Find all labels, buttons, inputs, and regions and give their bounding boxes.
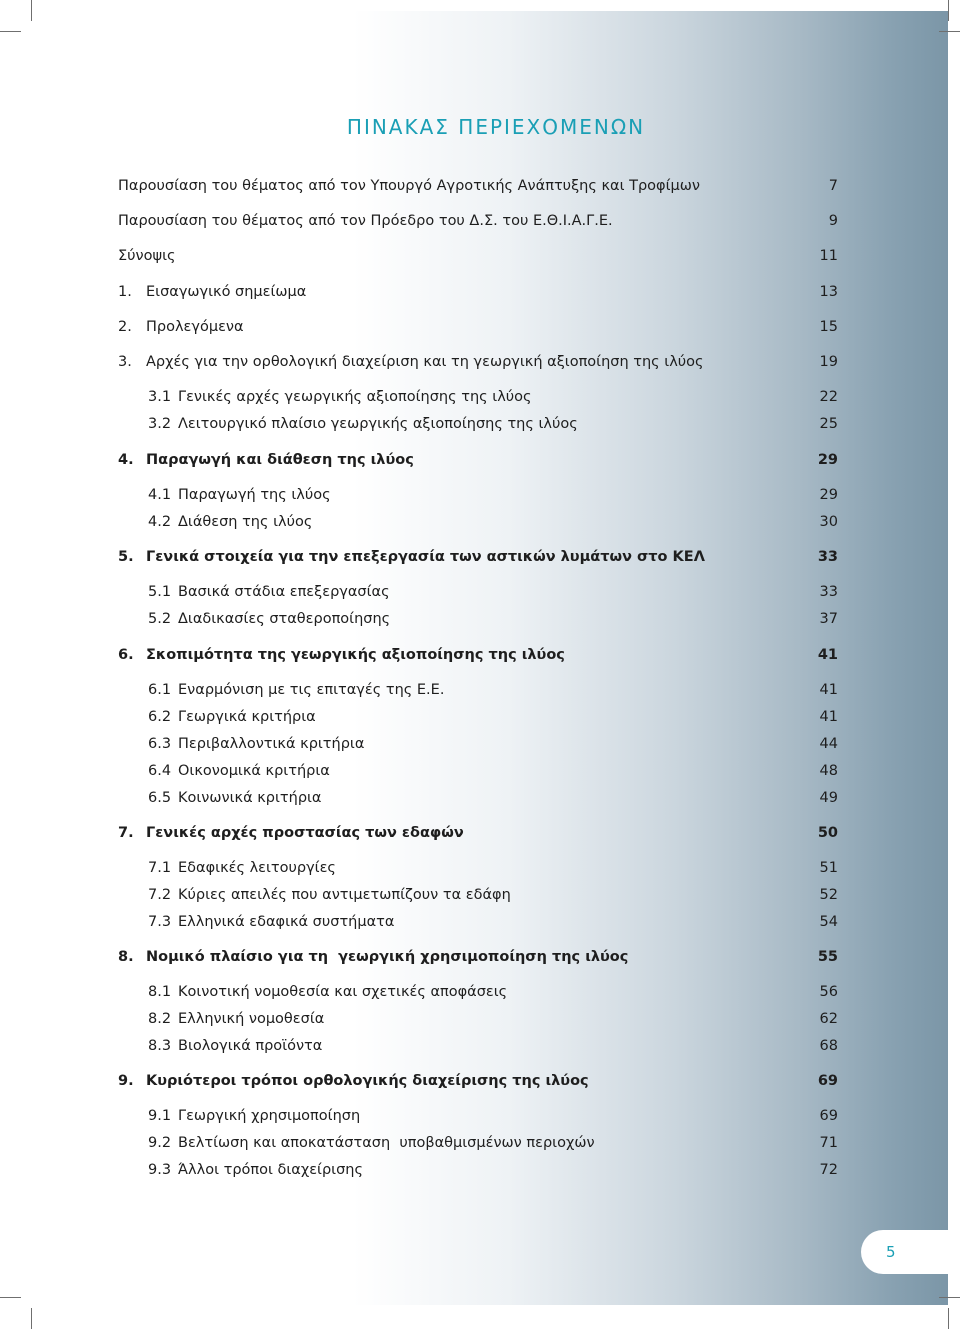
- toc-entry-text: [118, 176, 700, 196]
- toc-entry-page: 11: [819, 248, 838, 264]
- toc-entry-number: 9.2: [148, 1135, 172, 1151]
- toc-entry-label: Εναρμόνιση με τις επιταγές της Ε.Ε.: [178, 682, 445, 698]
- toc-entry-text: [148, 734, 364, 754]
- toc-entry-page: 29: [817, 452, 838, 468]
- toc-entry-text: [118, 282, 306, 302]
- toc-entry-text: [118, 645, 565, 665]
- toc-entry-number: 3.1: [148, 389, 172, 405]
- toc-entry: [118, 1009, 838, 1029]
- toc-entry: [118, 1106, 838, 1126]
- toc-entry: [118, 858, 838, 878]
- toc-entry-page: 55: [817, 949, 838, 965]
- toc-entry-text: [148, 485, 331, 505]
- toc-entry-page: 37: [819, 611, 838, 627]
- toc-entry-number: 6.: [118, 647, 134, 663]
- toc-entry: [118, 912, 838, 932]
- page-number: 5: [886, 1243, 896, 1261]
- toc-entry-text: [148, 885, 511, 905]
- toc-entry-text: [118, 317, 244, 337]
- toc-entry: [118, 885, 838, 905]
- toc-entry-text: [118, 211, 613, 231]
- toc-entry-number: 9.1: [148, 1108, 172, 1124]
- toc-entry-page: 52: [819, 887, 838, 903]
- toc-entry-label: Βελτίωση και αποκατάσταση υποβαθμισμένων περιοχών: [178, 1135, 595, 1151]
- toc-entry-page: 9: [828, 213, 838, 229]
- toc-entry-number: 4.2: [148, 514, 172, 530]
- toc-entry-text: [148, 1009, 324, 1029]
- crop-mark-top-left-v: [31, 0, 32, 21]
- toc-entry-text: [118, 547, 705, 567]
- toc-entry-page: 33: [819, 584, 838, 600]
- toc-entry: [118, 317, 838, 337]
- toc-entry-number: 5.2: [148, 611, 172, 627]
- toc-entry-number: 9.3: [148, 1162, 172, 1178]
- toc-entry: [118, 1160, 838, 1180]
- toc-entry: [118, 512, 838, 532]
- toc-entry-page: 41: [819, 682, 838, 698]
- page-title: ΠΙΝΑΚΑΣ ΠΕΡΙΕΧΟΜΕΝΩΝ: [346, 115, 646, 139]
- toc-entry: [118, 282, 838, 302]
- toc-entry-text: [148, 680, 444, 700]
- toc-entry: [118, 211, 838, 231]
- toc-entry-page: 68: [819, 1038, 838, 1054]
- toc-entry: [118, 1133, 838, 1153]
- toc-entry-number: 8.2: [148, 1011, 172, 1027]
- toc-entry-label: Βασικά στάδια επεξεργασίας: [178, 584, 390, 600]
- toc-entry-text: [148, 1106, 360, 1126]
- crop-mark-top-right-h: [939, 31, 960, 32]
- toc-entry-page: 72: [819, 1162, 838, 1178]
- toc-entry-number: 3.: [118, 354, 132, 370]
- toc-entry: [118, 788, 838, 808]
- toc-entry-text: [118, 947, 628, 967]
- toc-entry-label: Ελληνική νομοθεσία: [178, 1011, 325, 1027]
- toc-entry-label: Κοινωνικά κριτήρια: [178, 790, 322, 806]
- crop-mark-bottom-left-h: [0, 1297, 21, 1298]
- toc-entry-page: 71: [819, 1135, 838, 1151]
- crop-mark-bottom-left-v: [31, 1308, 32, 1329]
- toc-entry: [118, 387, 838, 407]
- toc-entry-page: 29: [819, 487, 838, 503]
- toc-entry-number: 7.1: [148, 860, 172, 876]
- toc-entry-page: 13: [819, 284, 838, 300]
- toc-entry-text: [148, 707, 316, 727]
- toc-entry-number: 8.: [118, 949, 134, 965]
- toc-entry-label: Παραγωγή και διάθεση της ιλύος: [146, 452, 414, 468]
- toc-entry-page: 69: [817, 1073, 838, 1089]
- toc-entry: [118, 707, 838, 727]
- toc-entry-number: 7.: [118, 825, 134, 841]
- toc-entry-text: [148, 761, 330, 781]
- toc-entry: [118, 761, 838, 781]
- toc-entry-page: 50: [817, 825, 838, 841]
- toc-entry-text: [118, 823, 464, 843]
- toc-entry-label: Αρχές για την ορθολογική διαχείριση και τη γεωργική αξιοποίηση της ιλύος: [146, 354, 704, 370]
- toc-entry: [118, 645, 838, 665]
- toc-entry-number: 7.2: [148, 887, 172, 903]
- toc-entry-label: Βιολογικά προϊόντα: [178, 1038, 323, 1054]
- toc-entry-text: [118, 352, 704, 372]
- toc-entry-text: [148, 982, 507, 1002]
- toc-entry-text: [118, 246, 176, 266]
- toc-entry-number: 4.1: [148, 487, 172, 503]
- toc-entry-label: Προλεγόμενα: [146, 319, 244, 335]
- toc-entry-page: 33: [817, 549, 838, 565]
- toc-entry-number: 9.: [118, 1073, 134, 1089]
- toc-entry-label: Γεωργικά κριτήρια: [178, 709, 316, 725]
- toc-entry-label: Περιβαλλοντικά κριτήρια: [178, 736, 365, 752]
- toc-entry-label: Διαδικασίες σταθεροποίησης: [178, 611, 391, 627]
- toc-entry: [118, 680, 838, 700]
- toc-entry: [118, 947, 838, 967]
- toc-entry-number: 6.4: [148, 763, 172, 779]
- toc-entry-label: Γενικές αρχές προστασίας των εδαφών: [146, 825, 464, 841]
- toc-entry-text: [148, 512, 312, 532]
- toc-entry-label: Σύνοψις: [118, 248, 176, 264]
- toc-entry-text: [148, 1036, 322, 1056]
- toc-entry: [118, 352, 838, 372]
- toc-entry-label: Παρουσίαση του θέματος από τον Πρόεδρο του Δ.Σ. του Ε.Θ.Ι.Α.Γ.Ε.: [118, 213, 613, 229]
- toc-entry-label: Άλλοι τρόποι διαχείρισης: [178, 1162, 363, 1178]
- toc-entry-text: [118, 450, 414, 470]
- toc-entry-number: 3.2: [148, 416, 172, 432]
- toc-entry-page: 41: [817, 647, 838, 663]
- toc-entry-number: 1.: [118, 284, 132, 300]
- toc-entry: [118, 1071, 838, 1091]
- toc-entry-number: 6.3: [148, 736, 172, 752]
- toc-entry-page: 41: [819, 709, 838, 725]
- toc-entry: [118, 982, 838, 1002]
- toc-entry-number: 6.1: [148, 682, 172, 698]
- toc-entry: [118, 609, 838, 629]
- toc-entry-page: 7: [828, 178, 838, 194]
- toc-entry-number: 5.1: [148, 584, 172, 600]
- toc-entry-label: Εδαφικές λειτουργίες: [178, 860, 336, 876]
- toc-entry-text: [148, 387, 532, 407]
- toc-entry-label: Παρουσίαση του θέματος από τον Υπουργό Αγροτικής Ανάπτυξης και Τροφίμων: [118, 178, 700, 194]
- toc-entry-text: [148, 582, 390, 602]
- toc-entry-page: 48: [819, 763, 838, 779]
- toc-entry-label: Κύριες απειλές που αντιμετωπίζουν τα εδάφη: [178, 887, 511, 903]
- toc-entry: [118, 485, 838, 505]
- toc-entry-label: Εισαγωγικό σημείωμα: [146, 284, 307, 300]
- toc-entry-number: 4.: [118, 452, 134, 468]
- toc-entry-number: 8.3: [148, 1038, 172, 1054]
- toc-entry-page: 62: [819, 1011, 838, 1027]
- crop-mark-bottom-right-h: [939, 1297, 960, 1298]
- toc-entry-label: Διάθεση της ιλύος: [178, 514, 313, 530]
- toc-entry-page: 51: [819, 860, 838, 876]
- toc-entry-label: Λειτουργικό πλαίσιο γεωργικής αξιοποίησης της ιλύος: [178, 416, 578, 432]
- toc-entry-label: Κοινοτική νομοθεσία και σχετικές αποφάσεις: [178, 984, 508, 1000]
- toc-entry-label: Οικονομικά κριτήρια: [178, 763, 330, 779]
- crop-mark-top-right-v: [948, 0, 949, 21]
- toc-entry: [118, 1036, 838, 1056]
- toc-entry-text: [148, 414, 578, 434]
- toc-entry-text: [148, 912, 394, 932]
- toc-entry-page: 22: [819, 389, 838, 405]
- toc-entry-page: 44: [819, 736, 838, 752]
- toc-entry-text: [148, 1133, 595, 1153]
- toc-entry-number: 7.3: [148, 914, 172, 930]
- toc-entry-page: 25: [819, 416, 838, 432]
- toc-entry-page: 69: [819, 1108, 838, 1124]
- toc-entry-page: 54: [819, 914, 838, 930]
- page-number-tab: [861, 1230, 960, 1274]
- toc-entry-number: 6.5: [148, 790, 172, 806]
- toc-entry: [118, 823, 838, 843]
- toc-entry-page: 19: [819, 354, 838, 370]
- toc-entry-text: [148, 788, 322, 808]
- toc-entry-page: 56: [819, 984, 838, 1000]
- toc-entry-number: 2.: [118, 319, 132, 335]
- toc-entry-page: 30: [819, 514, 838, 530]
- toc-entry-text: [148, 609, 390, 629]
- toc-entry: [118, 414, 838, 434]
- toc-entry-page: 15: [819, 319, 838, 335]
- crop-mark-top-left-h: [0, 31, 21, 32]
- toc-entry: [118, 734, 838, 754]
- toc-entry-label: Ελληνικά εδαφικά συστήματα: [178, 914, 395, 930]
- toc-entry-label: Παραγωγή της ιλύος: [178, 487, 331, 503]
- toc-entry-page: 49: [819, 790, 838, 806]
- toc-entry-text: [148, 858, 336, 878]
- toc-entry-number: 5.: [118, 549, 134, 565]
- toc-entry-label: Νομικό πλαίσιο για τη γεωργική χρησιμοποίηση της ιλύος: [146, 949, 629, 965]
- toc-entry: [118, 450, 838, 470]
- toc-entry-text: [118, 1071, 589, 1091]
- toc-entry-label: Κυριότεροι τρόποι ορθολογικής διαχείρισης της ιλύος: [146, 1073, 589, 1089]
- toc-entry-text: [148, 1160, 363, 1180]
- toc-entry-label: Γενικές αρχές γεωργικής αξιοποίησης της ιλύος: [178, 389, 532, 405]
- toc-entry: [118, 547, 838, 567]
- toc-entry-label: Σκοπιμότητα της γεωργικής αξιοποίησης της ιλύος: [146, 647, 565, 663]
- toc-entry-number: 6.2: [148, 709, 172, 725]
- toc-entry: [118, 582, 838, 602]
- toc-entry-label: Γεωργική χρησιμοποίηση: [178, 1108, 361, 1124]
- crop-mark-bottom-right-v: [948, 1308, 949, 1329]
- toc-entry: [118, 176, 838, 196]
- toc-entry-label: Γενικά στοιχεία για την επεξεργασία των αστικών λυμάτων στο ΚΕΛ: [146, 549, 705, 565]
- toc-entry: [118, 246, 838, 266]
- toc-entry-number: 8.1: [148, 984, 172, 1000]
